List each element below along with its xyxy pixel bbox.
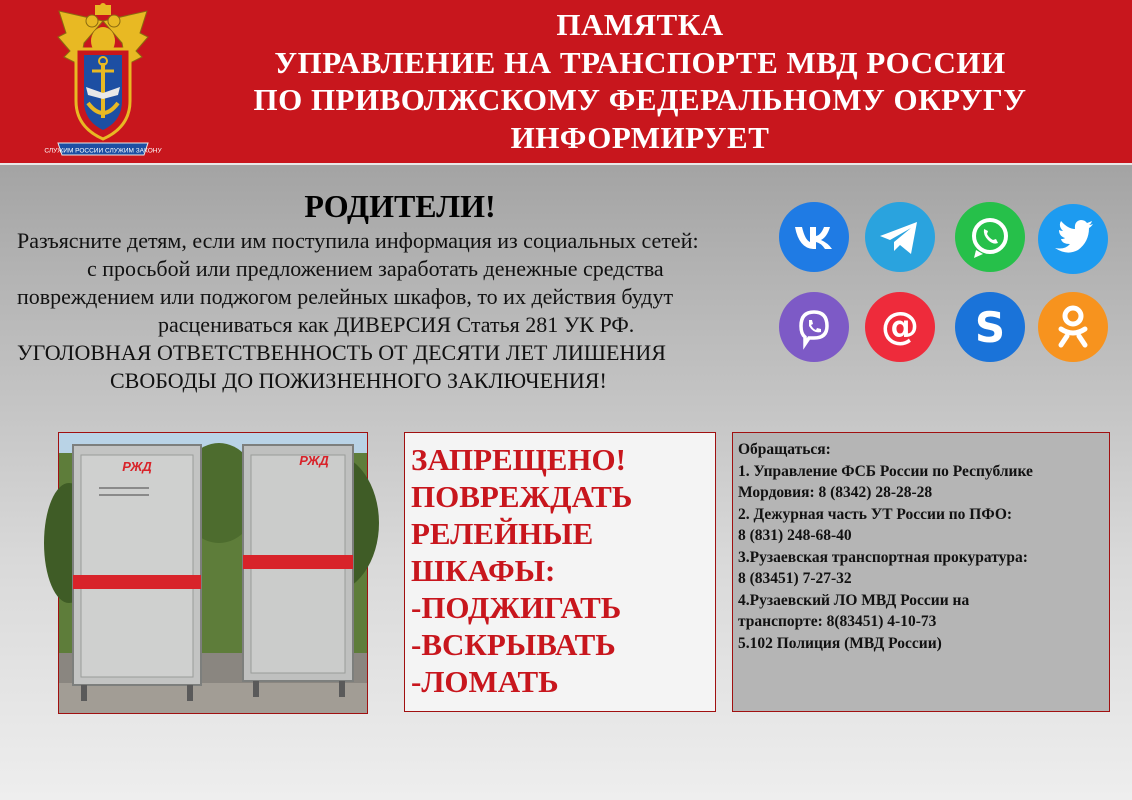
svg-text:@: @ [881,304,919,348]
svg-text:S: S [974,303,1006,352]
contacts-line: 8 (83451) 7-27-32 [738,570,852,587]
warning-line: с просьбой или предложением заработать денежные средства [87,256,664,281]
odnoklassniki-icon [1038,292,1108,362]
cabinet-logo: РЖД [299,453,329,468]
warning-line: УГОЛОВНАЯ ОТВЕТСТВЕННОСТЬ ОТ ДЕСЯТИ ЛЕТ ЛИШЕНИЯ [17,340,666,365]
contacts-line: 3.Рузаевская транспортная прокуратура: [738,548,1028,566]
forbidden-line: РЕЛЕЙНЫЕ [411,516,594,551]
mvd-transport-emblem-icon [44,3,162,159]
contacts-line: Обращаться: [738,441,831,458]
viber-icon [779,292,849,362]
header-line-3: ПО ПРИВОЛЖСКОМУ ФЕДЕРАЛЬНОМУ ОКРУГУ [253,82,1027,117]
cabinet-logo: РЖД [122,459,152,474]
whatsapp-icon [955,202,1025,272]
header-banner [0,0,1132,165]
contacts-line: 5.102 Полиция (МВД России) [738,634,942,652]
parents-heading: РОДИТЕЛИ! [304,188,496,224]
contacts-line: 4.Рузаевский ЛО МВД России на [738,591,970,609]
telegram-icon [865,202,935,272]
warning-line: Разъясните детям, если им поступила информация из социальных сетей: [17,228,699,253]
warning-line: СВОБОДЫ ДО ПОЖИЗНЕННОГО ЗАКЛЮЧЕНИЯ! [110,368,607,393]
contacts-line: 1. Управление ФСБ России по Республике [738,462,1033,480]
forbidden-line: -ПОДЖИГАТЬ [411,590,622,625]
forbidden-line: ЗАПРЕЩЕНО! [411,442,626,477]
mail-at-icon [865,292,935,362]
contacts-line: 8 (831) 248-68-40 [738,527,852,544]
contacts-line: транспорте: 8(83451) 4-10-73 [738,613,937,630]
twitter-icon [1038,204,1108,274]
contacts-box [732,432,1110,712]
forbidden-box [404,432,716,712]
header-line-1: ПАМЯТКА [556,7,724,42]
contacts-line: 2. Дежурная часть УТ России по ПФО: [738,505,1013,523]
forbidden-line: -ВСКРЫВАТЬ [411,627,616,662]
forbidden-line: ПОВРЕЖДАТЬ [411,479,633,514]
header-title [160,6,1120,156]
forbidden-line: ШКАФЫ: [411,553,556,588]
emblem-ribbon-text: СЛУЖИМ РОССИИ СЛУЖИМ ЗАКОНУ [44,147,162,155]
warning-line: повреждением или поджогом релейных шкафов, то их действия будут [17,284,674,309]
header-line-4: ИНФОРМИРУЕТ [510,119,770,155]
forbidden-line: -ЛОМАТЬ [411,664,559,699]
header-line-2: УПРАВЛЕНИЕ НА ТРАНСПОРТЕ МВД РОССИИ [274,44,1006,80]
warning-line: расцениваться как ДИВЕРСИЯ Статья 281 УК РФ. [158,312,635,337]
skype-icon [955,292,1025,362]
contacts-line: Мордовия: 8 (8342) 28-28-28 [738,484,933,501]
relay-cabinets-photo [58,432,368,714]
vk-icon [779,202,849,272]
